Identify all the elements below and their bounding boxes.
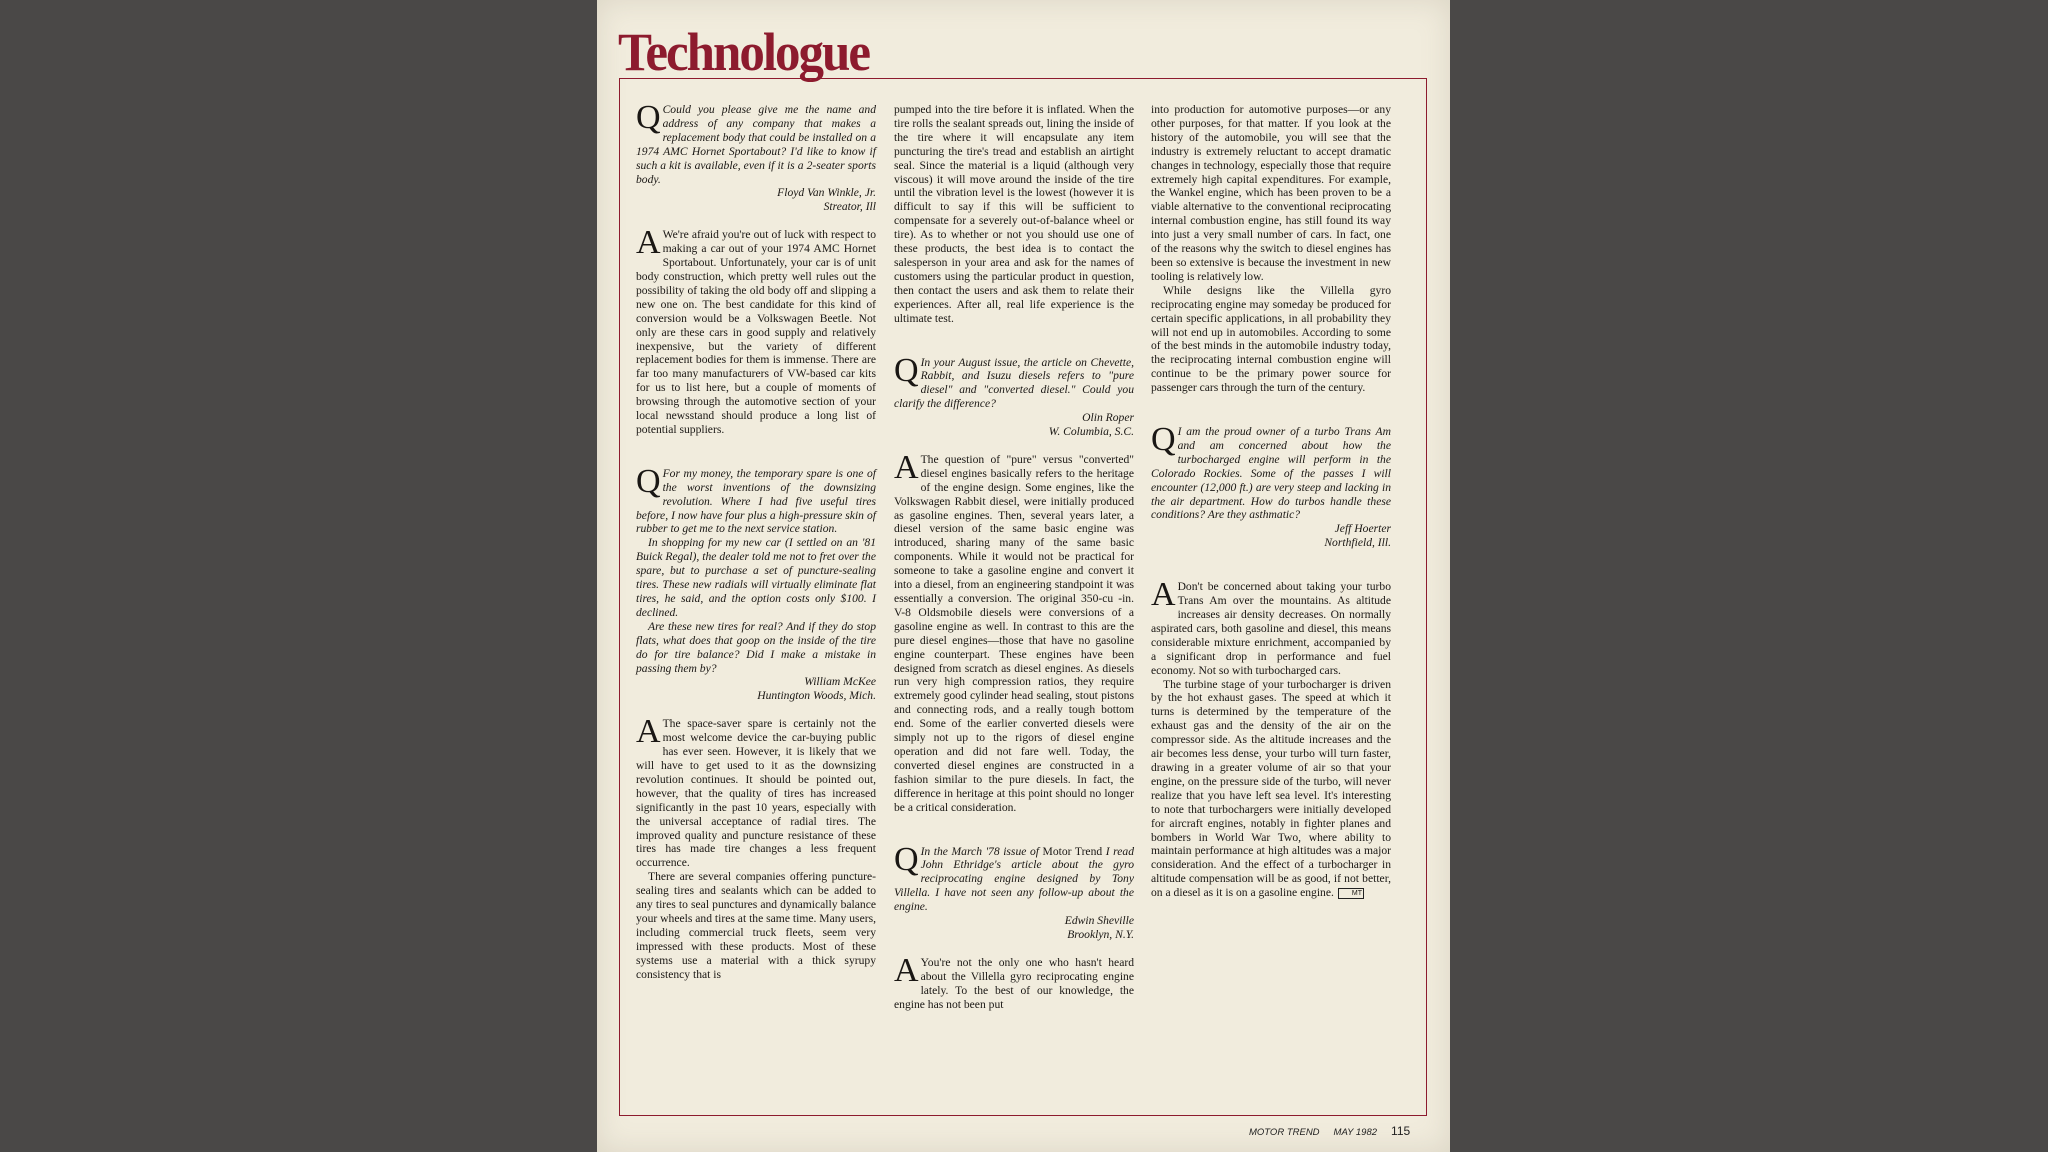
signature-place: Northfield, Ill. (1324, 536, 1391, 550)
drop-cap-q: Q (1151, 421, 1176, 459)
answer-1: A We're afraid you're out of luck with respect to making a car out of your 1974 AMC Hornet Sportabout. Unfortunately, your car is of unit body construction, which pretty well rules out the possibility of taking the old body off and slipping a new one on. The best candidate for this kind of conversion would be a Volkswagen Beetle. Not only are these cars in good supply and relatively inexpensive, but the variety of different replacement bodies for them is immense. There are far too many manufacturers of VW-based car kits for us to list here, but a couple of moments of browsing through the automotive section of your local newsstand should produce a long list of potential suppliers. (636, 224, 876, 436)
drop-cap-q: Q (894, 351, 919, 389)
magazine-name: Motor Trend (1042, 844, 1103, 858)
page-footer (1249, 1124, 1410, 1138)
signature-name: Jeff Hoerter (1334, 522, 1391, 536)
answer-4-continued: into production for automotive purposes—or any other purposes, for that matter. If you look at the history of the automobile, you will see that the industry is extremely reluctant to accept dramatic changes in technology, especially those that require extremely high capital expenditures. For example, the Wankel engine, which has been proven to be a viable alternative to the conventional reciprocating internal combustion engine, has still found its way into just a very small number of cars. In fact, one of the reasons why the switch to diesel engines has been so extensive is because the investment in new tooling is relatively low. (1151, 103, 1391, 283)
drop-cap-q: Q (894, 840, 919, 878)
drop-cap-a: A (1151, 576, 1176, 614)
signature-place: W. Columbia, S.C. (1048, 425, 1134, 439)
end-mark-icon: MT (1338, 888, 1364, 899)
answer-3: A The question of "pure" versus "converted" diesel engines basically refers to the heritage of the engine design. Some engines, like the Volkswagen Rabbit diesel, were initially produced as gasoline engines. Then, several years later, a diesel version of the same basic engine was introduced, sharing many of the same basic components. While it would not be practical for someone to take a gasoline engine and convert it into a diesel, from an engineering standpoint it was essentially a conversion. The original 350-cu -in. V-8 Oldsmobile diesels were conversions of a gasoline engine as well. In contrast to this are the pure diesel engines—those that have no gasoline engine counterpart. These engines have been designed from scratch as diesel engines. As diesels run very high compression ratios, they require extremely good cylinder head sealing, stout pistons and connecting rods, and a really tough bottom end. Some of the earlier converted diesels were simply not up to the rigors of diesel engine operation and did not fare well. Today, the converted diesel engines are constructed in a fashion similar to the pure diesels. In fact, the difference in heritage at this point should no longer be a critical consideration. (894, 448, 1134, 814)
drop-cap-a: A (894, 448, 919, 486)
signature-name: Floyd Van Winkle, Jr. (777, 186, 876, 200)
footer-issue: MAY 1982 (1333, 1127, 1378, 1138)
answer-2-continued: pumped into the tire before it is inflated. When the tire rolls the sealant spreads out, lining the inside of the tire where it will encapsulate any item puncturing the tire's tread and establish an airtight seal. Since the material is a liquid (although very viscous) it will move around the inside of the tire until the vibration level is the lowest (however it is difficult to say if this will be sufficient to compensate for a severely out-of-balance wheel or tire). As to whether or not you should use one of these products, the best idea is to contact the salesperson in your area and ask for the names of customers using the particular product in question, then contact the users and ask them to relate their experiences. After all, real life experience is the ultimate test. (894, 103, 1134, 325)
signature-place: Huntington Woods, Mich. (757, 689, 876, 703)
column-1 (636, 99, 876, 981)
column-3 (1151, 103, 1391, 900)
signature-name: William McKee (804, 675, 876, 689)
drop-cap-a: A (636, 713, 661, 751)
question-2: Q For my money, the temporary spare is one of the worst inventions of the downsizing revolution. Where I had five useful tires before, I now have four plus a high-pressure skin of rubber to get me to the next service station. (636, 462, 876, 536)
answer-5: A Don't be concerned about taking your turbo Trans Am over the mountains. As altitude increases air density decreases. On normally aspirated cars, both gasoline and diesel, this means considerable mixture enrichment, accompanied by a significant drop in performance and fuel economy. Not so with turbocharged cars. (1151, 576, 1391, 677)
article-frame (619, 78, 1427, 1116)
answer-5-para-2: The turbine stage of your turbocharger is driven by the hot exhaust gases. The speed at which it turns is determined by the temperature of the exhaust gas and the density of the air on the compressor side. As the altitude increases and the air becomes less dense, your turbo will turn faster, drawing in a greater volume of air so that your engine, on the pressure side of the turbo, will never realize that you have left sea level. It's interesting to note that turbochargers were initially developed for aircraft engines, notably in fighter planes and bombers in World War Two, where ability to maintain performance at high altitudes was a major consideration. And the effect of a turbocharger in altitude compensation will be as good, if not better, on a diesel as it is on a gasoline engine. MT (1151, 677, 1391, 900)
drop-cap-a: A (636, 224, 661, 262)
signature-place: Brooklyn, N.Y. (1067, 927, 1134, 941)
question-5: Q I am the proud owner of a turbo Trans Am and am concerned about how the turbocharged engine will perform in the Colorado Rockies. Some of the passes I will encounter (12,000 ft.) are very steep and lacking in the air department. How do turbos handle these conditions? Are they asthmatic? (1151, 421, 1391, 522)
page-title: Technologue (618, 23, 870, 83)
footer-magazine: MOTOR TREND (1249, 1127, 1320, 1138)
signature-name: Olin Roper (1082, 411, 1134, 425)
answer-2: A The space-saver spare is certainly not the most welcome device the car-buying public has ever seen. However, it is likely that we will have to get used to it as the downsizing revolution continues. It should be pointed out, however, that the quality of tires has increased significantly in the past 10 years, especially with the universal acceptance of radial tires. The improved quality and puncture resistance of these tires has made tire changes a less frequent occurrence. (636, 713, 876, 870)
question-2-para-3: Are these new tires for real? And if they do stop flats, what does that goop on the inside of the tire do for tire balance? Did I make a mistake in passing them by? (636, 619, 876, 675)
signature-name: Edwin Sheville (1064, 914, 1134, 928)
signature-place: Streator, Ill (823, 200, 876, 214)
answer-4-para-2: While designs like the Villella gyro reciprocating engine may someday be produced for certain specific applications, in all probability they will not end up in automobiles. According to some of the best minds in the automobile industry today, the reciprocating internal combustion engine will continue to be the primary power source for passenger cars through the turn of the century. (1151, 283, 1391, 395)
question-3: Q In your August issue, the article on Chevette, Rabbit, and Isuzu diesels refers to "pure diesel" and "converted diesel." Could you clarify the difference? (894, 351, 1134, 411)
drop-cap-a: A (894, 951, 919, 989)
question-2-para-2: In shopping for my new car (I settled on an '81 Buick Regal), the dealer told me not to fret over the spare, but to purchase a set of puncture-sealing tires. These new radials will virtually eliminate flat tires, he said, and the option costs only $100. I declined. (636, 536, 876, 619)
column-2 (894, 103, 1134, 1011)
drop-cap-q: Q (636, 462, 661, 500)
magazine-page (597, 0, 1450, 1152)
question-4: Q In the March '78 issue of Motor Trend I read John Ethridge's article about the gyro reciprocating engine designed by Tony Villella. I have not seen any follow-up about the engine. (894, 840, 1134, 914)
answer-2-para-2: There are several companies offering puncture-sealing tires and sealants which can be added to any tires to seal punctures and dynamically balance your wheels and tires at the same time. Many users, including commercial truck fleets, seem very impressed with these products. Most of these systems use a material with a thick syrupy consistency that is (636, 870, 876, 981)
drop-cap-q: Q (636, 99, 661, 136)
page-number: 115 (1391, 1124, 1411, 1138)
question-1: Q Could you please give me the name and address of any company that makes a replacement body that could be installed on a 1974 AMC Hornet Sportabout? I'd like to know if such a kit is available, even if it is a 2-seater sports body. (636, 99, 876, 186)
answer-4: A You're not the only one who hasn't heard about the Villella gyro reciprocating engine lately. To the best of our knowledge, the engine has not been put (894, 951, 1134, 1011)
